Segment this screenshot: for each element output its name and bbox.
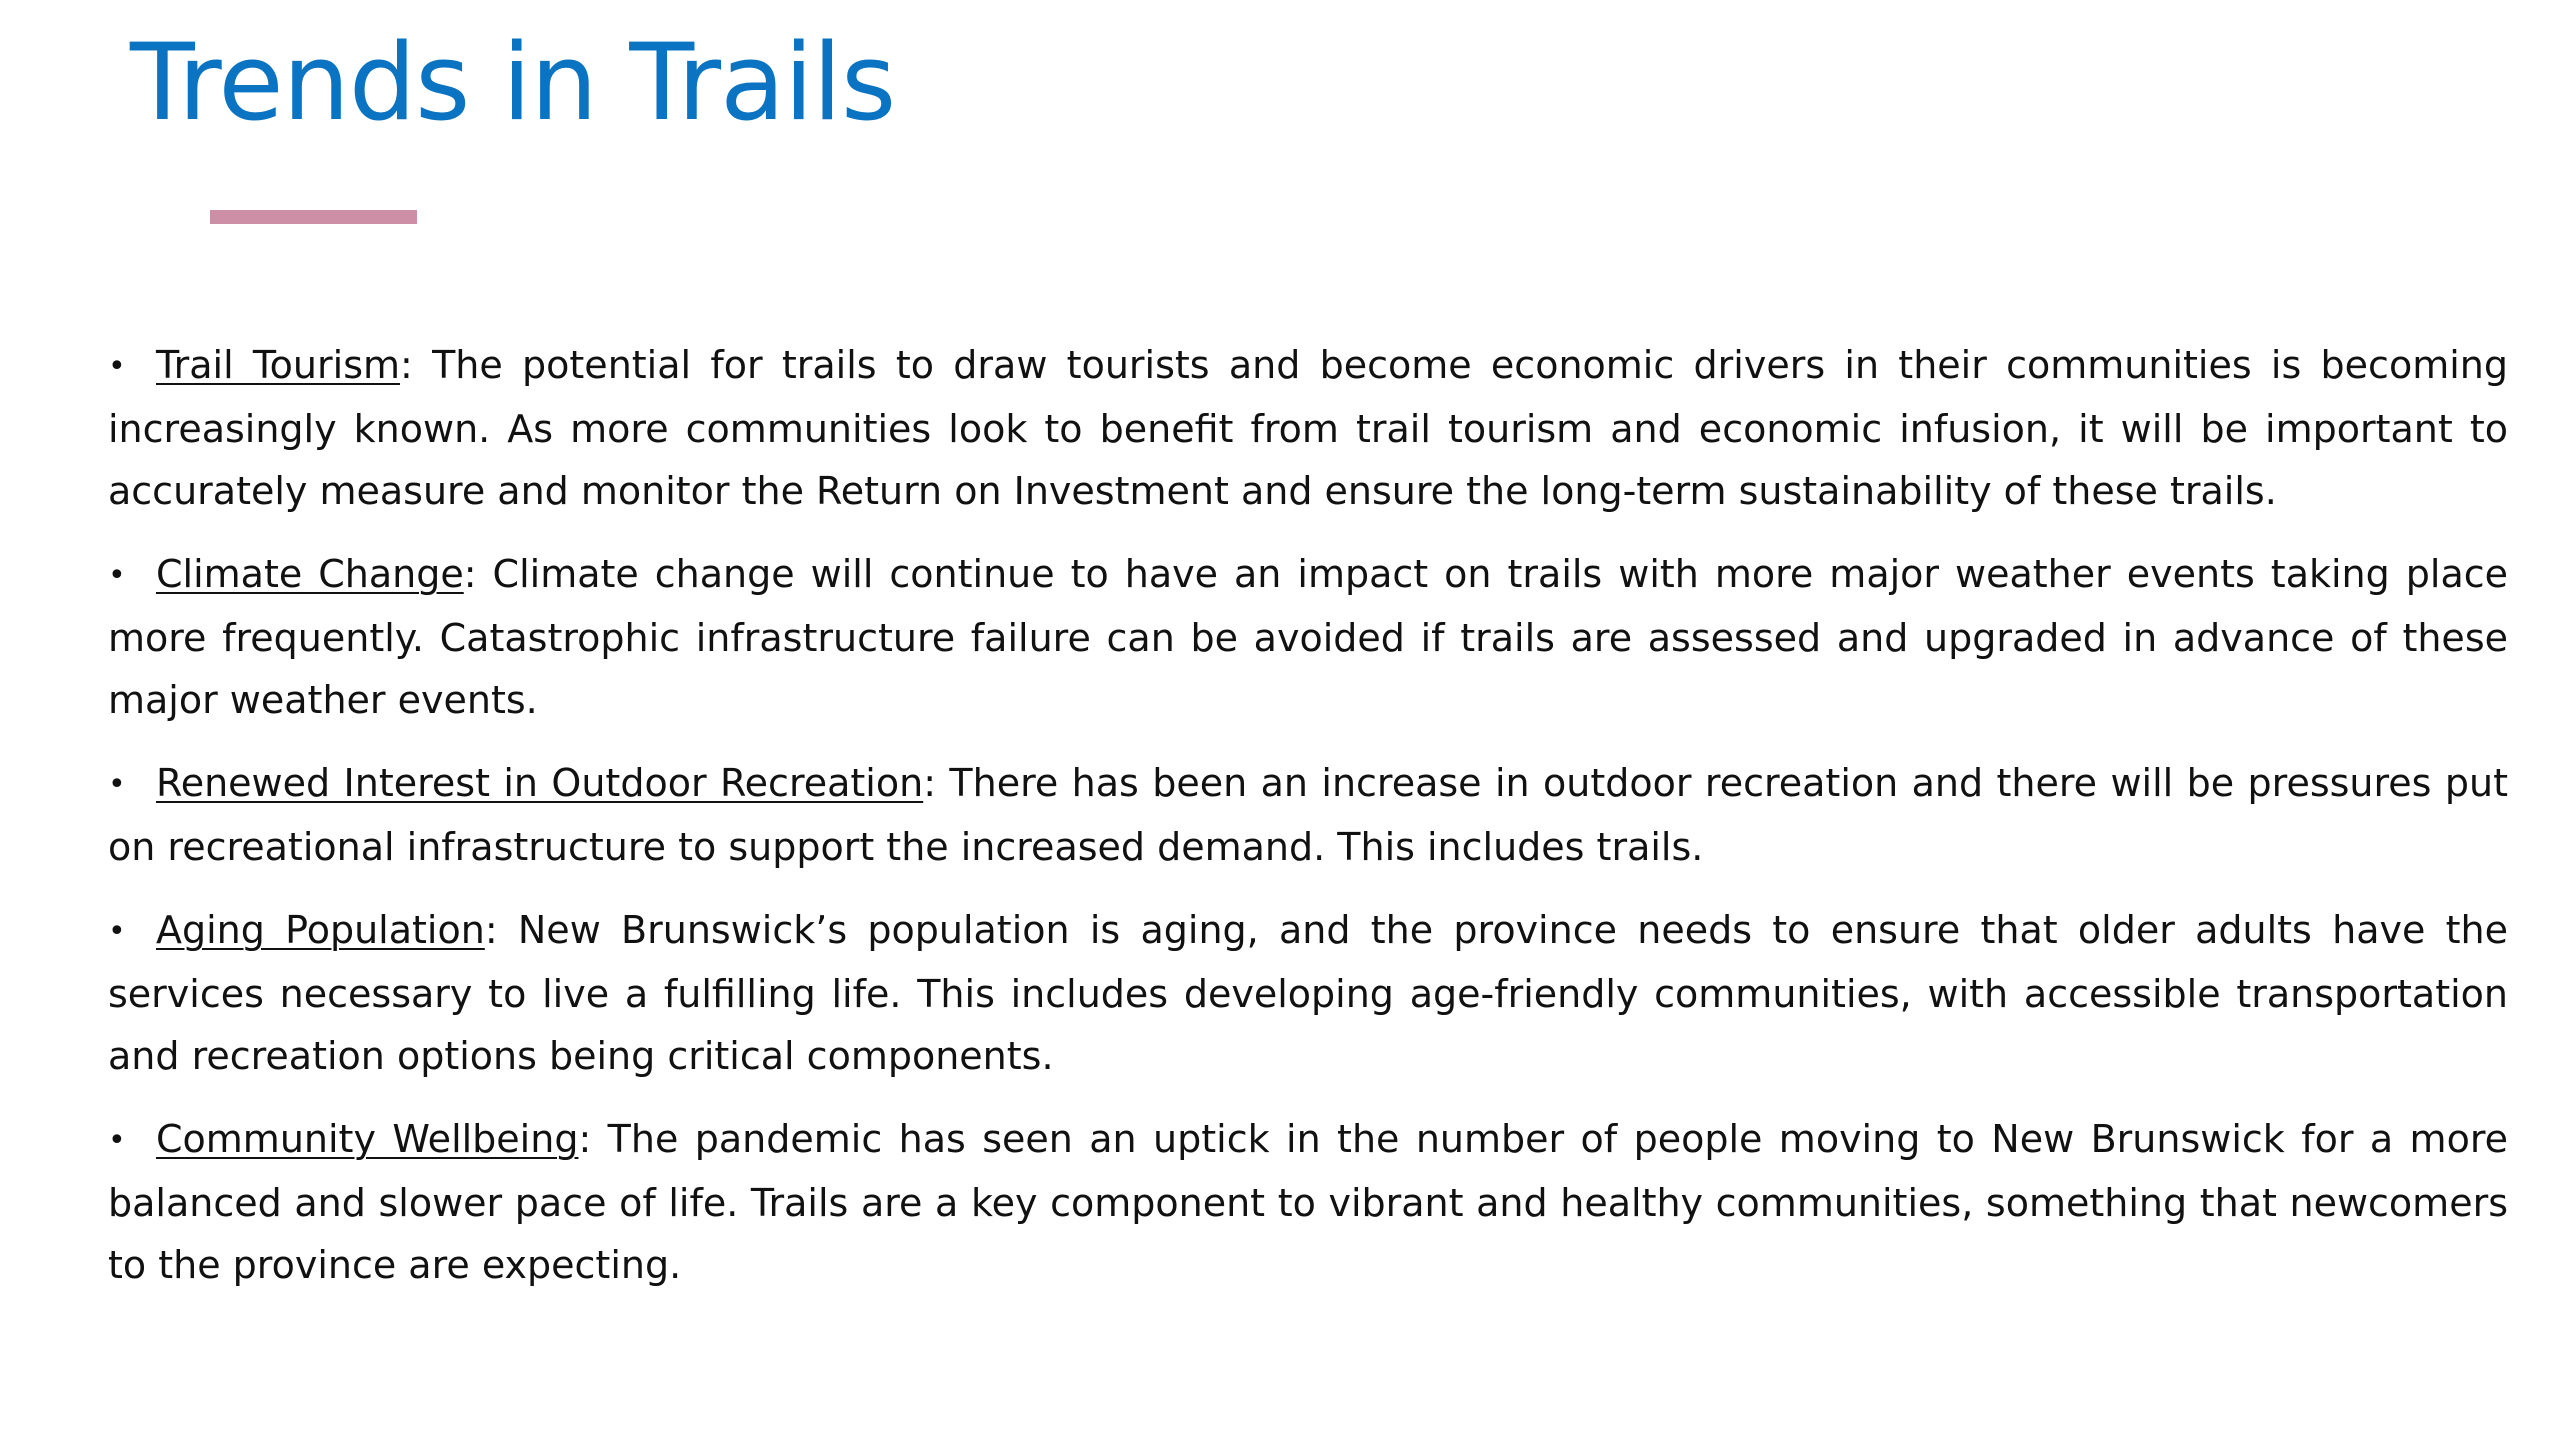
slide-title: Trends in Trails: [130, 21, 896, 144]
bullet-dot-icon: •: [108, 767, 126, 802]
bullet-dot-icon: •: [108, 914, 126, 949]
bullet-text: : New Brunswick’s population is aging, and the province needs to ensure that older adults have the services necessary to live a fulfilling life. This includes developing age-friendly communities, with accessible transportation and recreation options being critical components.: [108, 908, 2509, 1078]
bullet-text: : The pandemic has seen an uptick in the number of people moving to New Brunswick for a more balanced and slower pace of life. Trails are a key component to vibrant and healthy communities, something that newcomers to the province are expecting.: [108, 1117, 2508, 1287]
bullet-text: : There has been an increase in outdoor recreation and there will be pressures put on recreational infrastructure to support the increased demand. This includes trails.: [108, 761, 2508, 869]
bullet-dot-icon: •: [108, 1123, 126, 1158]
bullet-term: Aging Population: [156, 908, 485, 952]
bullet-item-community-wellbeing: [108, 1108, 2508, 1296]
bullet-item-aging-population: [108, 899, 2508, 1087]
bullet-term: Community Wellbeing: [156, 1117, 579, 1161]
bullet-dot-icon: •: [108, 558, 126, 593]
bullet-text: : Climate change will continue to have an impact on trails with more major weather events taking place more frequently. Catastrophic infrastructure failure can be avoided if trails are assessed and upgraded in advance of these major weather events.: [108, 552, 2509, 722]
bullet-term: Climate Change: [156, 552, 464, 596]
bullet-item-climate-change: [108, 543, 2508, 731]
bullet-item-trail-tourism: [108, 334, 2508, 522]
bullet-item-outdoor-recreation: [108, 752, 2508, 878]
bullet-term: Renewed Interest in Outdoor Recreation: [156, 761, 924, 805]
bullet-dot-icon: •: [108, 349, 126, 384]
bullet-text: : The potential for trails to draw tourists and become economic drivers in their communities is becoming increasingly known. As more communities look to benefit from trail tourism and economic infusion, it will be important to accurately measure and monitor the Return on Investment and ensure the long-term sustainability of these trails.: [108, 343, 2508, 513]
bullet-list: [108, 334, 2508, 1317]
title-accent-bar: [210, 210, 417, 224]
bullet-term: Trail Tourism: [156, 343, 401, 387]
